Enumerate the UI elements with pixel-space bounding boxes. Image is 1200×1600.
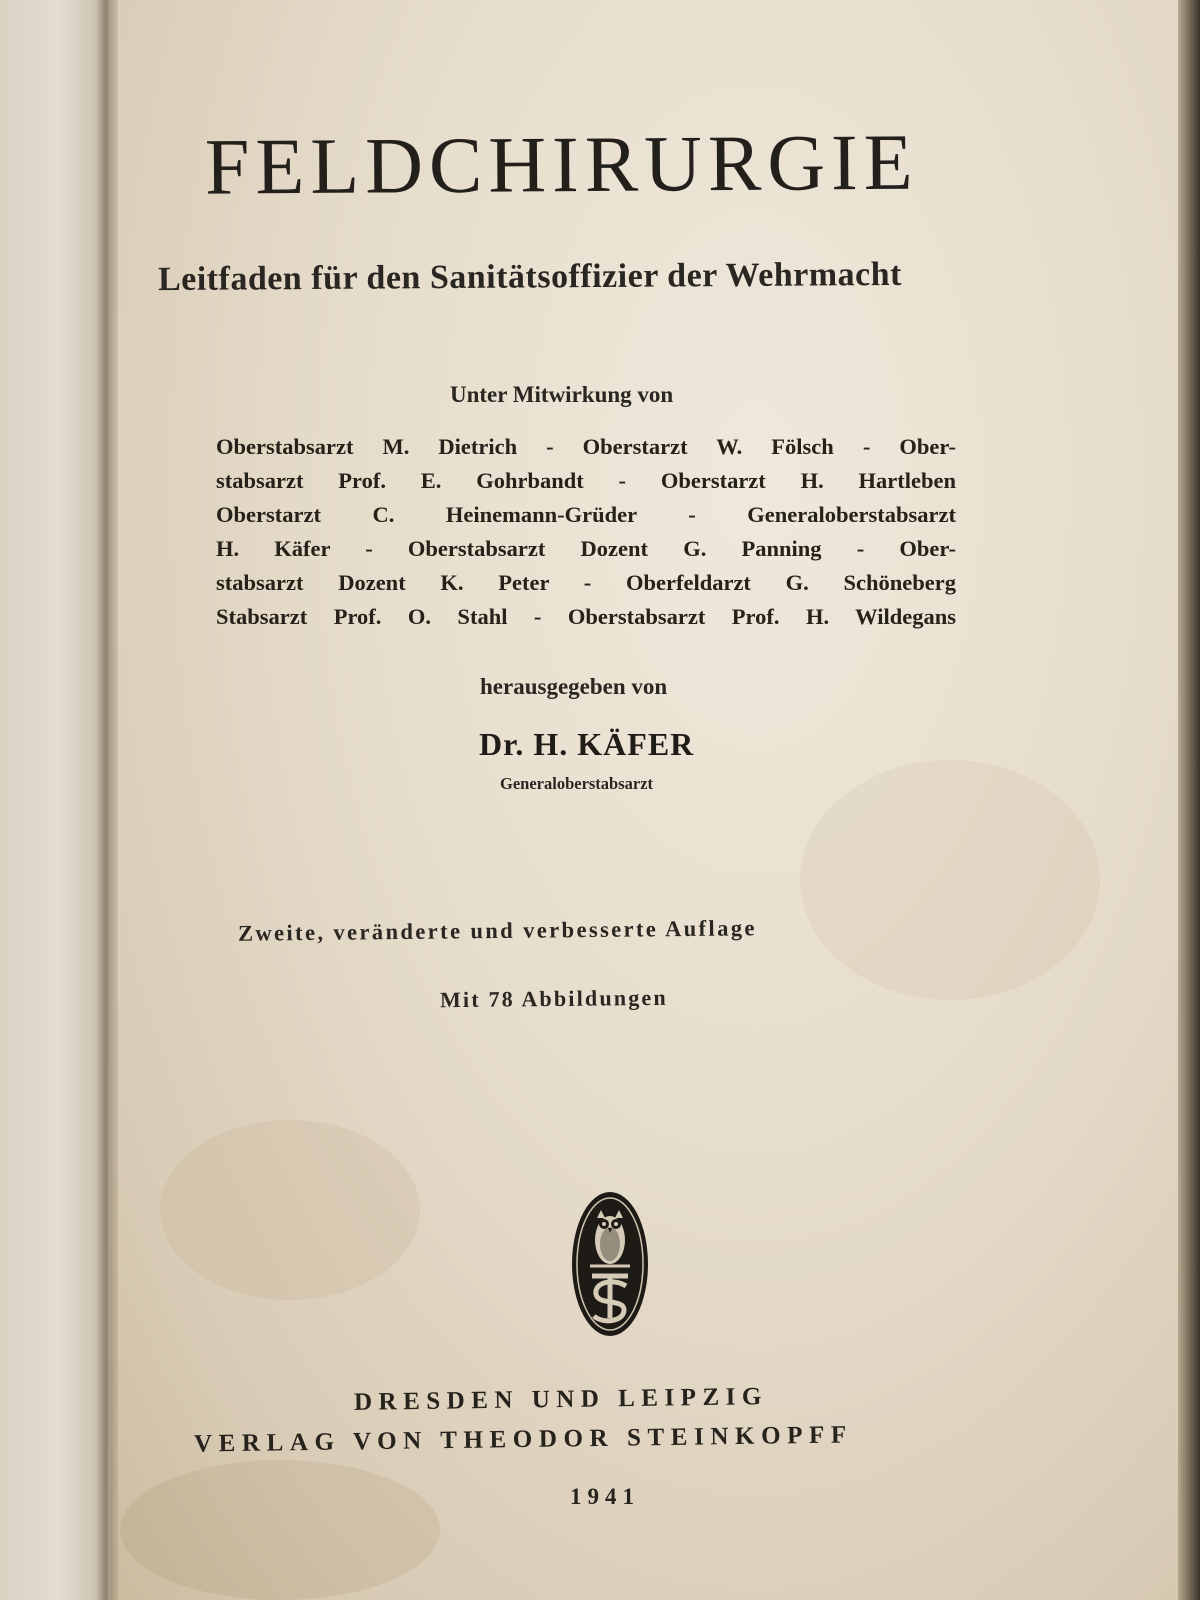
- contributors-intro: Unter Mitwirkung von: [450, 382, 674, 407]
- title-page-content: [110, 0, 1180, 1600]
- publication-year: 1941: [570, 1484, 640, 1509]
- edition-statement: Zweite, veränderte und verbesserte Auflage: [237, 915, 757, 946]
- contributor-line: Oberstarzt C. Heinemann-Grüder - Generaloberstabsarzt: [216, 502, 956, 527]
- contributor-line: H. Käfer - Oberstabsarzt Dozent G. Panning - Ober-: [216, 536, 956, 561]
- editor-rank: Generaloberstabsarzt: [500, 774, 654, 793]
- publication-place: DRESDEN UND LEIPZIG: [353, 1383, 769, 1416]
- publisher-name: VERLAG VON THEODOR STEINKOPFF: [193, 1421, 853, 1458]
- owl-emblem-logo: [570, 1190, 650, 1338]
- left-page-edge: [0, 0, 108, 1600]
- book-title: FELDCHIRURGIE: [204, 118, 919, 212]
- contributor-line: stabsarzt Dozent K. Peter - Oberfeldarzt G. Schöneberg: [216, 570, 956, 595]
- contributor-line: stabsarzt Prof. E. Gohrbandt - Oberstarzt H. Hartleben: [216, 468, 956, 493]
- figures-count: Mit 78 Abbildungen: [439, 984, 669, 1013]
- contributor-line: Stabsarzt Prof. O. Stahl - Oberstabsarzt Prof. H. Wildegans: [216, 604, 956, 629]
- contributor-line: Oberstabsarzt M. Dietrich - Oberstarzt W. Fölsch - Ober-: [216, 434, 956, 459]
- contributor-list: [216, 430, 976, 634]
- page-right-edge: [1178, 0, 1200, 1600]
- editor-name: Dr. H. KÄFER: [479, 726, 695, 762]
- editor-intro: herausgegeben von: [480, 674, 668, 699]
- book-subtitle: Leitfaden für den Sanitätsoffizier der Wehrmacht: [157, 255, 903, 299]
